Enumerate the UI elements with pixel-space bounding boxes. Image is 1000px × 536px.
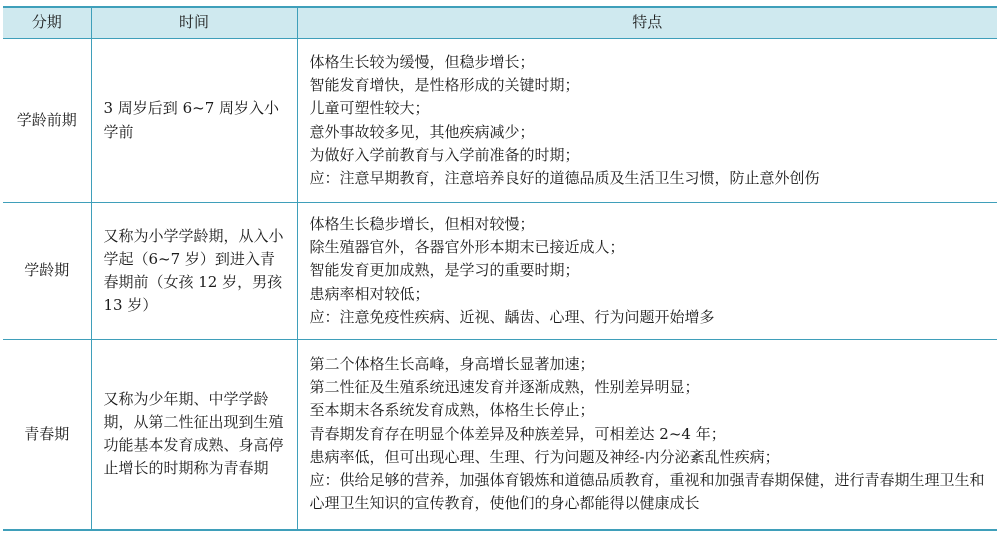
stage-cell: 青春期 [3,340,91,530]
child-development-stage-table [3,6,997,531]
time-cell: 又称为少年期、中学学龄期，从第二性征出现到生殖功能基本发育成熟、身高停止增长的时期称为青春期 [91,340,297,530]
feature-line: 第二个体格生长高峰，身高增长显著加速； [309,355,595,374]
features-cell [297,39,997,203]
table-header-row [3,7,997,39]
stage-cell: 学龄前期 [3,39,91,203]
feature-line: 体格生长稳步增长，但相对较慢； [309,214,535,233]
feature-line: 儿童可塑性较大； [309,99,430,118]
feature-line: 为做好入学前教育与入学前准备的时期； [309,145,580,164]
table-row [3,39,997,203]
header-stage: 分期 [3,7,91,39]
features-cell [297,203,997,340]
header-features: 特点 [297,7,997,39]
feature-line: 智能发育更加成熟，是学习的重要时期； [309,261,580,280]
feature-line: 至本期末各系统发育成熟，体格生长停止； [309,401,595,420]
feature-line: 智能发育增快，是性格形成的关键时期； [309,76,580,95]
stage-cell: 学龄期 [3,203,91,340]
feature-line: 意外事故较多见，其他疾病减少； [309,122,535,141]
time-cell: 3 周岁后到 6~7 周岁入小学前 [91,39,297,203]
feature-line: 应：供给足够的营养，加强体育锻炼和道德品质教育，重视和加强青春期保健，进行青春期生理卫生和心理卫生知识的宣传教育，使他们的身心都能得以健康成长 [309,471,985,513]
feature-line: 应：注意早期教育，注意培养良好的道德品质及生活卫生习惯，防止意外创伤 [309,168,820,187]
table-row [3,340,997,530]
table-row [3,203,997,340]
feature-line: 应：注意免疫性疾病、近视、龋齿、心理、行为问题开始增多 [309,307,715,326]
features-cell [297,340,997,530]
feature-line: 青春期发育存在明显个体差异及种族差异，可相差达 2~4 年； [309,424,726,443]
feature-line: 患病率相对较低； [309,284,430,303]
header-time: 时间 [91,7,297,39]
time-cell: 又称为小学学龄期，从入小学起（6~7 岁）到进入青春期前（女孩 12 岁，男孩 13 岁） [91,203,297,340]
feature-line: 体格生长较为缓慢，但稳步增长； [309,52,535,71]
feature-line: 第二性征及生殖系统迅速发育并逐渐成熟，性别差异明显； [309,378,700,397]
feature-line: 患病率低，但可出现心理、生理、行为问题及神经-内分泌紊乱性疾病； [309,447,780,466]
feature-line: 除生殖器官外，各器官外形本期末已接近成人； [309,238,625,257]
